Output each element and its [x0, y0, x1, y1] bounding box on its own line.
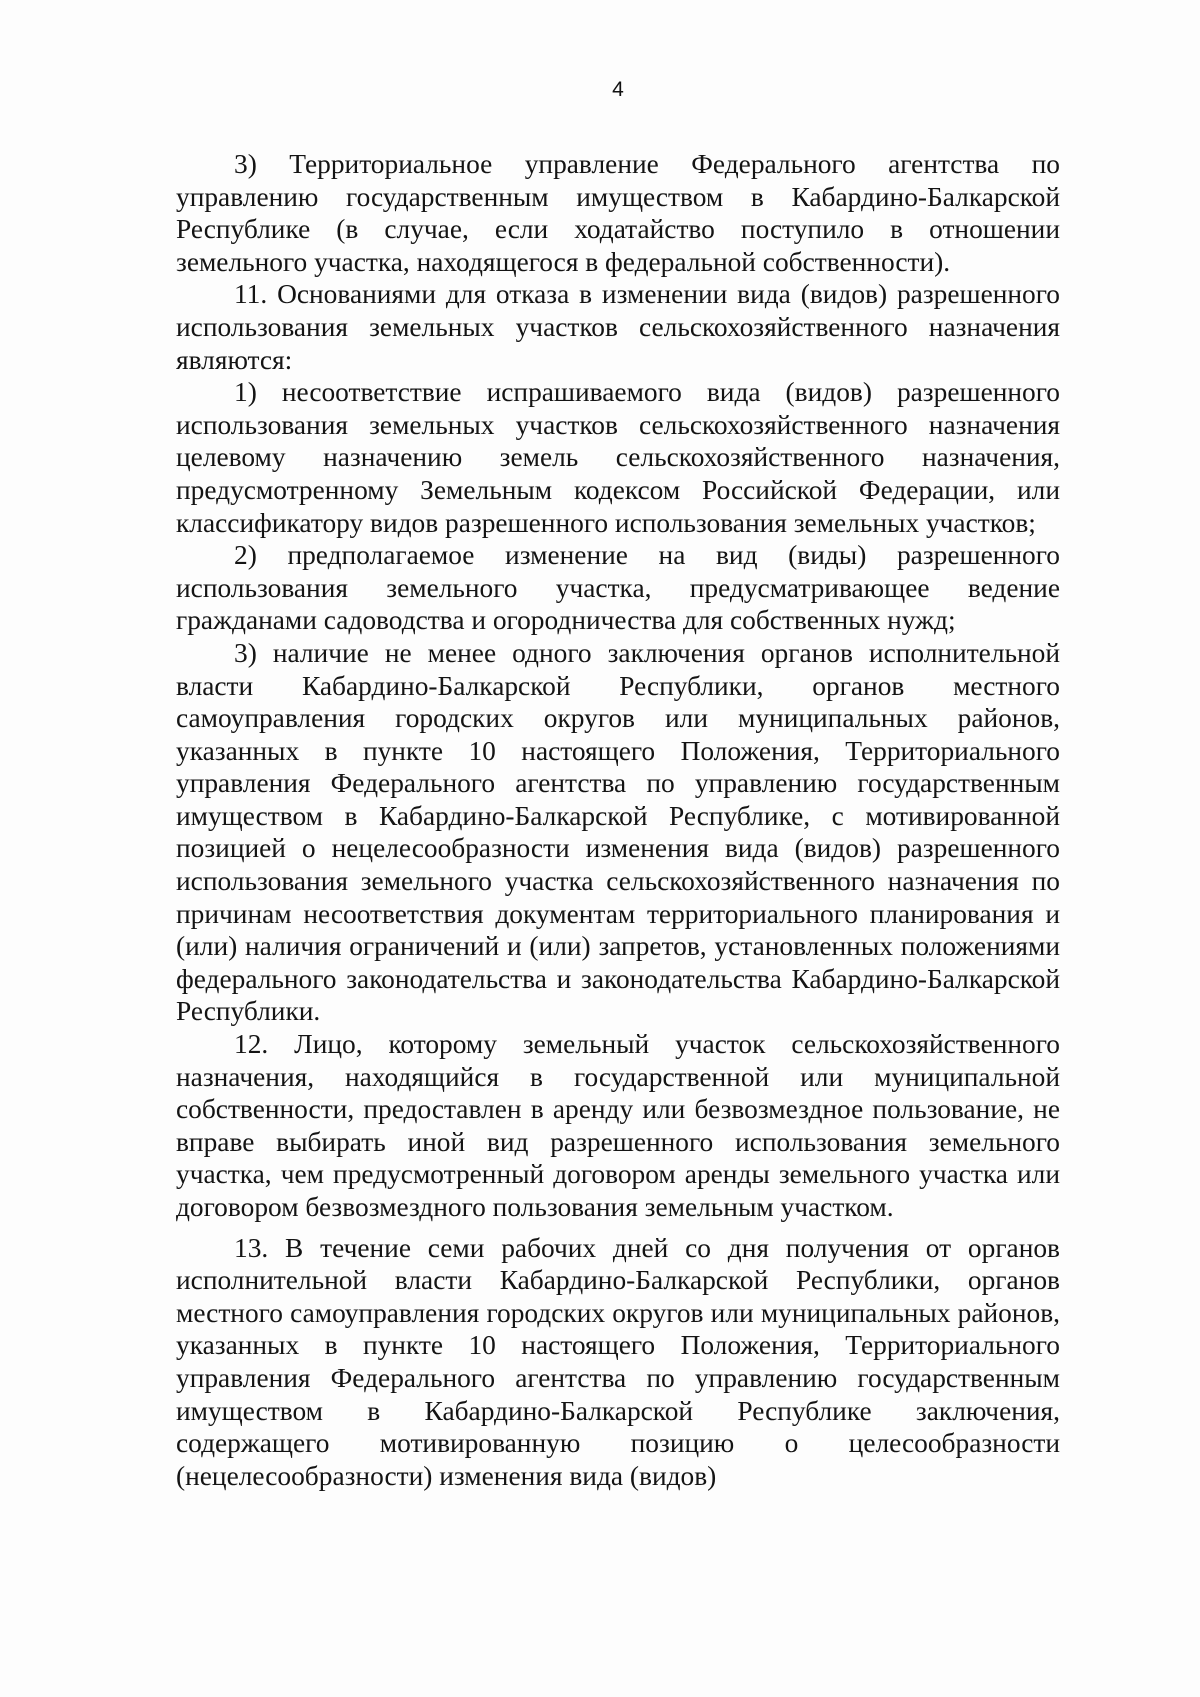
- paragraph-item-3-territorial-office: 3) Территориальное управление Федерального агентства по управлению государственным имуществом в Кабардино-Балкарской Республике (в случае, если ходатайство поступило в отношении земельного участка, находящегося в федеральной собственности).: [176, 149, 1060, 277]
- paragraph-section-11: 11. Основаниями для отказа в изменении вида (видов) разрешенного использования земельных участков сельскохозяйственного назначения являются:: [176, 279, 1060, 375]
- paragraph-section-11-item-1: 1) несоответствие испрашиваемого вида (видов) разрешенного использования земельных участков сельскохозяйственного назначения целевому назначению земель сельскохозяйственного назначения, предусмотренному Земельным кодексом Российской Федерации, или классификатору видов разрешенного использования земельных участков;: [176, 377, 1060, 538]
- paragraph-section-13: 13. В течение семи рабочих дней со дня получения от органов исполнительной власти Кабардино-Балкарской Республики, органов местного самоуправления городских округов или муниципальных районов, указанных в пункте 10 настоящего Положения, Территориального управления Федерального агентства по управлению государственным имуществом в Кабардино-Балкарской Республике заключения, содержащего мотивированную позицию о целесообразности (нецелесообразности) изменения вида (видов): [176, 1232, 1060, 1491]
- paragraph-section-11-item-2: 2) предполагаемое изменение на вид (виды) разрешенного использования земельного участка, предусматривающее ведение гражданами садоводства и огородничества для собственных нужд;: [176, 540, 1060, 636]
- paragraph-section-11-item-3: 3) наличие не менее одного заключения органов исполнительной власти Кабардино-Балкарской Республики, органов местного самоуправления городских округов или муниципальных районов, указанных в пункте 10 настоящего Положения, Территориального управления Федерального агентства по управлению государственным имуществом в Кабардино-Балкарской Республике, с мотивированной позицией о нецелесообразности изменения вида (видов) разрешенного использования земельного участка сельскохозяйственного назначения по причинам несоответствия документам территориального планирования и (или) наличия ограничений и (или) запретов, установленных положениями федерального законодательства и законодательства Кабардино-Балкарской Республики.: [176, 637, 1060, 1027]
- document-body: [176, 148, 1060, 1492]
- paragraph-section-12: 12. Лицо, которому земельный участок сельскохозяйственного назначения, находящийся в государственной или муниципальной собственности, предоставлен в аренду или безвозмездное пользование, не вправе выбирать иной вид разрешенного использования земельного участка, чем предусмотренный договором аренды земельного участка или договором безвозмездного пользования земельным участком.: [176, 1029, 1060, 1222]
- page-number: 4: [612, 78, 624, 101]
